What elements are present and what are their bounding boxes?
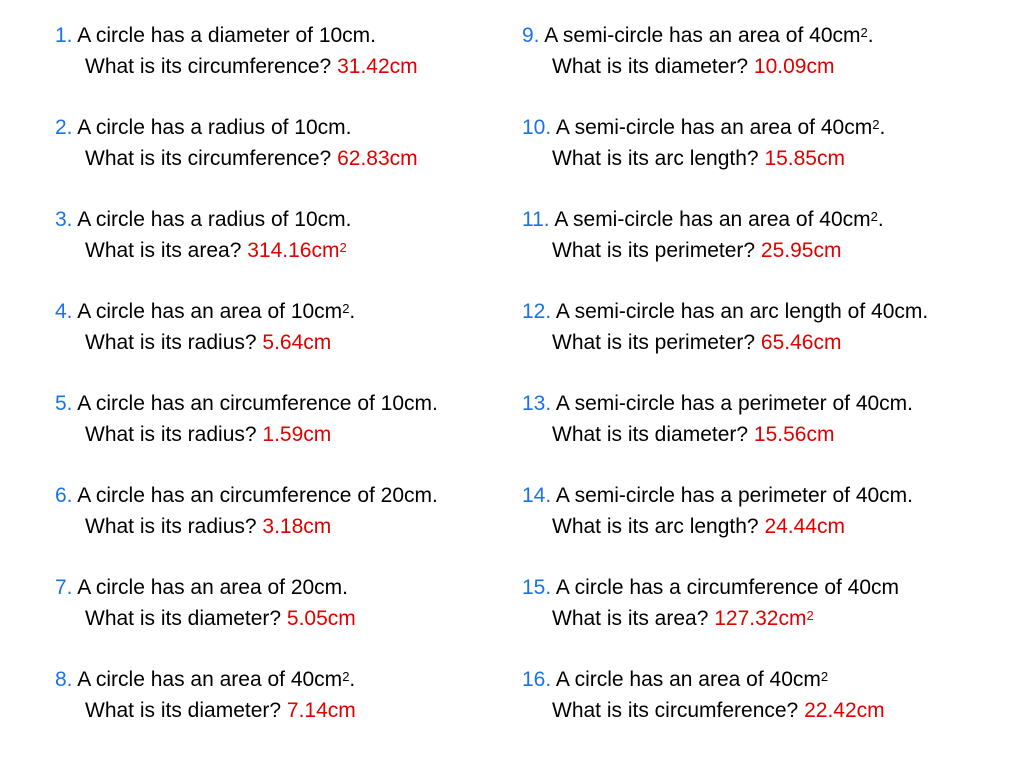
question-7 — [55, 572, 505, 664]
question-5 — [55, 388, 505, 480]
statement-end: . — [349, 300, 356, 323]
question-statement: A semi-circle has an arc length of 40cm. — [555, 300, 929, 323]
question-number: 4. — [55, 300, 73, 323]
statement-superscript: 2 — [342, 669, 350, 684]
answer-superscript: 2 — [339, 240, 347, 255]
question-14 — [522, 480, 1002, 572]
answer: 15.56cm — [753, 423, 835, 446]
question-prompt: What is its diameter? — [552, 55, 749, 78]
question-2 — [55, 112, 505, 204]
statement-superscript: 2 — [860, 25, 868, 40]
question-statement: A circle has a diameter of 10cm. — [77, 24, 377, 47]
question-prompt: What is its area? — [85, 239, 242, 262]
question-number: 16. — [522, 668, 552, 691]
question-number: 11. — [522, 208, 550, 231]
question-statement: A circle has an area of 20cm. — [77, 576, 349, 599]
question-prompt: What is its radius? — [85, 423, 257, 446]
question-statement: A circle has a circumference of 40cm — [555, 576, 900, 599]
answer: 24.44cm — [764, 515, 845, 538]
right-question-column — [522, 20, 1002, 756]
question-number: 6. — [55, 484, 73, 507]
question-statement: A semi-circle has a perimeter of 40cm. — [555, 484, 914, 507]
statement-superscript: 2 — [870, 209, 878, 224]
question-number: 15. — [522, 576, 552, 599]
answer: 22.42cm — [804, 699, 885, 722]
answer: 5.64cm — [262, 331, 332, 354]
statement-end: . — [867, 24, 874, 47]
question-statement: A circle has an area of 40cm — [77, 668, 343, 691]
question-statement: A circle has an area of 10cm — [77, 300, 343, 323]
answer: 314.16cm — [247, 239, 340, 262]
question-prompt: What is its perimeter? — [552, 331, 756, 354]
answer: 31.42cm — [337, 55, 418, 78]
question-prompt: What is its radius? — [85, 515, 257, 538]
statement-end: . — [879, 116, 886, 139]
question-statement: A circle has a radius of 10cm. — [77, 116, 352, 139]
question-prompt: What is its arc length? — [552, 147, 759, 170]
question-statement: A semi-circle has an area of 40cm — [544, 24, 861, 47]
statement-superscript: 2 — [342, 301, 350, 316]
question-10 — [522, 112, 1002, 204]
question-statement: A semi-circle has an area of 40cm — [554, 208, 871, 231]
question-prompt: What is its area? — [552, 607, 709, 630]
answer: 5.05cm — [286, 607, 356, 630]
question-statement: A semi-circle has a perimeter of 40cm. — [555, 392, 914, 415]
question-prompt: What is its diameter? — [552, 423, 749, 446]
answer: 10.09cm — [753, 55, 835, 78]
question-statement: A circle has an circumference of 10cm. — [77, 392, 438, 415]
statement-end: . — [877, 208, 884, 231]
answer: 7.14cm — [286, 699, 356, 722]
statement-end: . — [349, 668, 356, 691]
answer: 62.83cm — [337, 147, 418, 170]
question-number: 10. — [522, 116, 552, 139]
answer: 127.32cm — [714, 607, 807, 630]
question-number: 14. — [522, 484, 552, 507]
question-statement: A circle has a radius of 10cm. — [77, 208, 352, 231]
answer: 25.95cm — [760, 239, 842, 262]
answer: 65.46cm — [760, 331, 842, 354]
question-prompt: What is its diameter? — [85, 699, 282, 722]
question-13 — [522, 388, 1002, 480]
question-number: 12. — [522, 300, 552, 323]
question-3 — [55, 204, 505, 296]
left-question-column — [55, 20, 505, 756]
question-12 — [522, 296, 1002, 388]
question-4 — [55, 296, 505, 388]
question-number: 9. — [522, 24, 540, 47]
question-prompt: What is its diameter? — [85, 607, 282, 630]
question-prompt: What is its circumference? — [552, 699, 799, 722]
question-number: 3. — [55, 208, 73, 231]
question-1 — [55, 20, 505, 112]
question-11 — [522, 204, 1002, 296]
question-9 — [522, 20, 1002, 112]
question-statement: A circle has an area of 40cm — [555, 668, 821, 691]
question-prompt: What is its radius? — [85, 331, 257, 354]
question-number: 2. — [55, 116, 73, 139]
question-prompt: What is its circumference? — [85, 147, 332, 170]
answer: 15.85cm — [764, 147, 845, 170]
question-prompt: What is its circumference? — [85, 55, 332, 78]
question-number: 5. — [55, 392, 73, 415]
question-number: 13. — [522, 392, 552, 415]
question-number: 1. — [55, 24, 73, 47]
answer: 3.18cm — [262, 515, 332, 538]
question-prompt: What is its arc length? — [552, 515, 759, 538]
statement-superscript: 2 — [872, 117, 880, 132]
statement-superscript: 2 — [820, 669, 829, 684]
question-number: 8. — [55, 668, 73, 691]
question-number: 7. — [55, 576, 73, 599]
question-16 — [522, 664, 1002, 756]
question-statement: A circle has an circumference of 20cm. — [77, 484, 438, 507]
question-6 — [55, 480, 505, 572]
question-prompt: What is its perimeter? — [552, 239, 756, 262]
answer-superscript: 2 — [806, 608, 814, 623]
question-statement: A semi-circle has an area of 40cm — [555, 116, 873, 139]
answer: 1.59cm — [262, 423, 332, 446]
question-8 — [55, 664, 505, 756]
question-15 — [522, 572, 1002, 664]
